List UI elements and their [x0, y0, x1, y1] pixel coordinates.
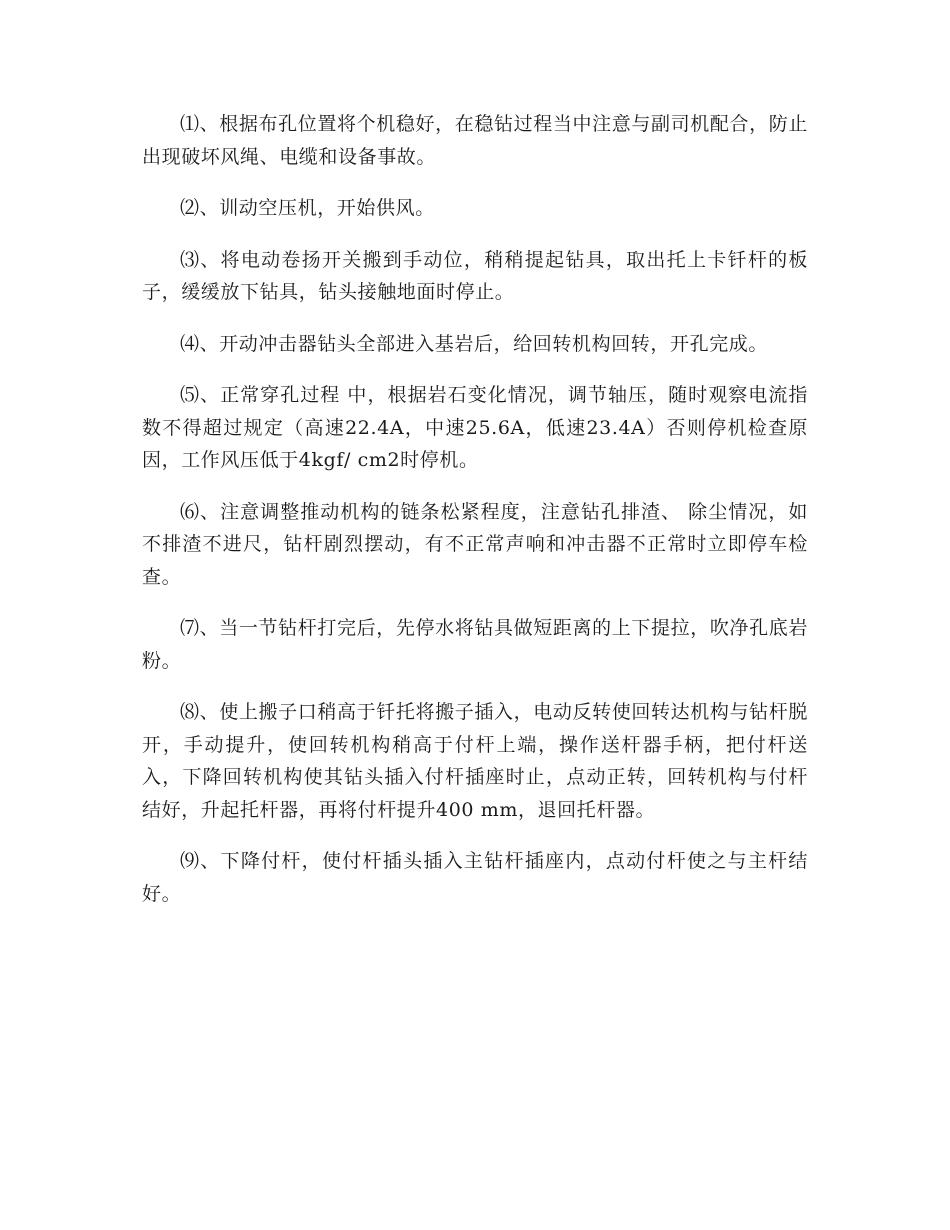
paragraph-6: ⑹、注意调整推动机构的链条松紧程度，注意钻孔排渣、 除尘情况，如不排渣不进尺，钻杆剧烈摆动，有不正常声响和冲击器不正常时立即停车检查。	[142, 500, 808, 588]
paragraph-5: ⑸、正常穿孔过程 中，根据岩石变化情况，调节轴压，随时观察电流指数不得超过规定（高速22.4A，中速25.6A，低速23.4A）否则停机检查原因，工作风压低于4kgf/ cm2时停机。	[142, 384, 808, 471]
paragraph-8: ⑻、使上搬子口稍高于钎托将搬子插入，电动反转使回转达机构与钻杆脱开，手动提升，使回转机构稍高于付杆上端，操作送杆器手柄，把付杆送入，下降回转机构使其钻头插入付杆插座时止，点动正转，回转机构与付杆结好，升起托杆器，再将付杆提升400 mm，退回托杆器。	[142, 701, 808, 821]
paragraph-1: ⑴、根据布孔位置将个机稳好，在稳钻过程当中注意与副司机配合，防止出现破坏风绳、电缆和设备事故。	[142, 113, 808, 168]
paragraph-2: ⑵、训动空压机，开始供风。	[180, 197, 435, 219]
paragraph-7: ⑺、当一节钻杆打完后，先停水将钻具做短距离的上下提拉，吹净孔底岩粉。	[142, 617, 808, 672]
paragraph-4: ⑷、开动冲击器钻头全部进入基岩后，给回转机构回转，开孔完成。	[180, 332, 769, 355]
paragraph-9: ⑼、下降付杆，使付杆插头插入主钻杆插座内，点动付杆使之与主杆结好。	[142, 850, 808, 905]
document-body	[142, 108, 808, 929]
paragraph-3: ⑶、将电动卷扬开关搬到手动位，稍稍提起钻具，取出托上卡钎杆的板子，缓缓放下钻具，钻头接触地面时停止。	[142, 248, 808, 303]
